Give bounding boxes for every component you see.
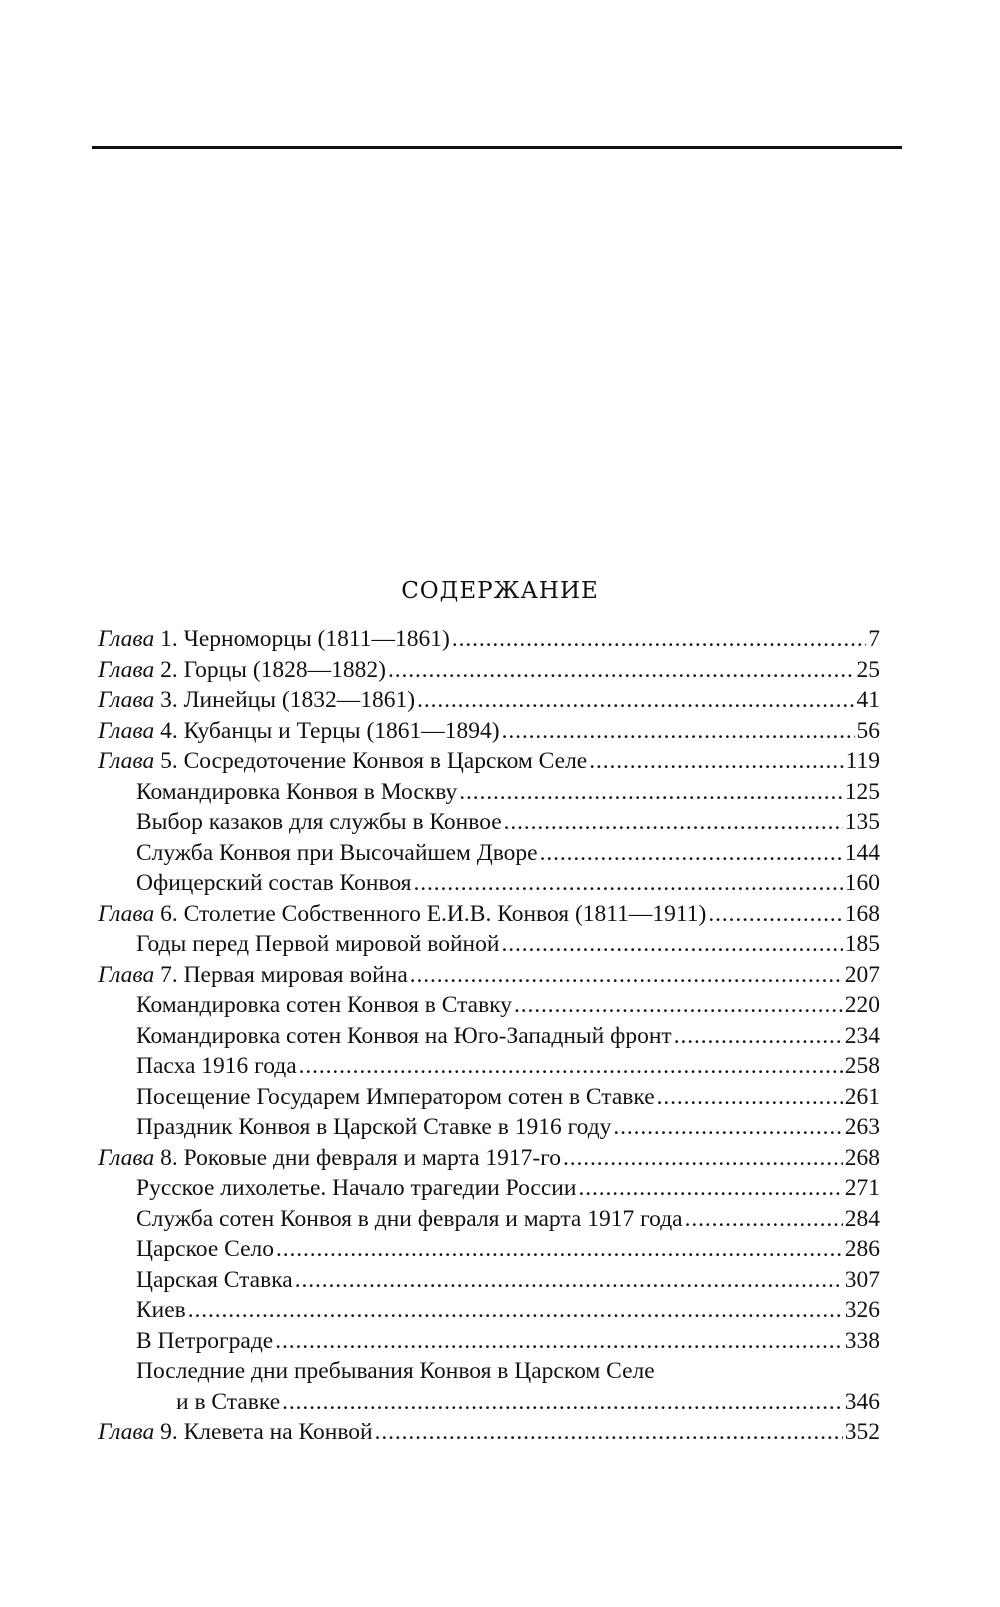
toc-entry-label <box>98 746 587 777</box>
page-number: 125 <box>844 778 880 805</box>
page-number: 135 <box>844 809 880 835</box>
entry-title: Кубанцы и Терцы (1861—1894) <box>183 717 500 744</box>
dot-leader <box>563 1143 843 1174</box>
toc-entry-label <box>136 1173 576 1204</box>
chapter-word: Глава <box>98 687 155 713</box>
table-of-contents <box>98 624 880 1448</box>
page-number: 338 <box>844 1327 880 1354</box>
dot-leader <box>540 838 843 869</box>
entry-title: Столетие Собственного Е.И.В. Конвоя (1811—1911) <box>183 900 707 927</box>
page-number: 185 <box>844 931 880 957</box>
chapter-word: Глава <box>98 1419 155 1445</box>
chapter-number: 8. <box>160 1144 178 1171</box>
page-number: 207 <box>844 961 880 988</box>
page-number: 25 <box>856 656 880 683</box>
chapter-number: 6. <box>160 900 178 927</box>
page-title: СОДЕРЖАНИЕ <box>401 578 599 605</box>
toc-entry-label <box>136 1051 297 1082</box>
toc-entry-label <box>98 960 408 991</box>
toc-entry-label <box>136 1204 683 1235</box>
page-number: 41 <box>856 687 880 713</box>
entry-title: Сосредоточение Конвоя в Царском Селе <box>183 748 588 774</box>
dot-leader <box>504 807 843 838</box>
entry-title: Клевета на Конвой <box>183 1419 373 1445</box>
toc-section-entry <box>98 1021 880 1052</box>
chapter-word: Глава <box>98 656 155 683</box>
toc-entry-label <box>136 1326 273 1357</box>
page-number: 220 <box>844 992 880 1018</box>
chapter-number: 4. <box>160 717 178 744</box>
dot-leader <box>282 1387 843 1418</box>
toc-section-entry <box>98 1051 880 1082</box>
dot-leader <box>502 716 855 747</box>
dot-leader <box>275 1326 843 1357</box>
entry-title: Командировка сотен Конвоя на Юго-Западный фронт <box>136 1022 672 1049</box>
chapter-number: 1. <box>160 626 178 652</box>
toc-section-entry <box>98 868 880 899</box>
dot-leader <box>417 685 854 716</box>
entry-title: Выбор казаков для службы в Конвое <box>136 809 502 835</box>
toc-chapter-entry <box>98 655 880 686</box>
toc-chapter-entry <box>98 685 880 716</box>
entry-title: Командировка сотен Конвоя в Ставку <box>136 992 513 1018</box>
toc-section-entry <box>98 777 880 808</box>
toc-section-entry <box>98 990 880 1021</box>
entry-title: Служба сотен Конвоя в дни февраля и марта 1917 года <box>136 1205 683 1232</box>
page-number: 160 <box>844 870 880 896</box>
toc-entry-label <box>98 655 386 686</box>
chapter-number: 5. <box>160 748 178 774</box>
toc-section-entry <box>98 1295 880 1326</box>
toc-section-entry <box>98 1112 880 1143</box>
entry-title: Праздник Конвоя в Царской Ставке в 1916 году <box>136 1114 612 1140</box>
toc-section-entry <box>98 1173 880 1204</box>
dot-leader <box>299 1051 843 1082</box>
page-number: 284 <box>844 1205 880 1232</box>
toc-section-entry <box>98 1204 880 1235</box>
chapter-number: 9. <box>160 1419 178 1445</box>
chapter-word: Глава <box>98 961 155 988</box>
toc-entry-label <box>136 1234 274 1265</box>
dot-leader <box>674 1021 843 1052</box>
entry-title: Роковые дни февраля и марта 1917-го <box>183 1144 562 1171</box>
toc-entry-label <box>98 685 415 716</box>
entry-title: Горцы (1828—1882) <box>183 656 386 683</box>
toc-entry-label <box>136 990 512 1021</box>
toc-section-entry <box>98 1387 880 1418</box>
toc-chapter-entry <box>98 1143 880 1174</box>
toc-section-entry <box>98 1356 880 1387</box>
entry-title: Годы перед Первой мировой войной <box>136 931 500 957</box>
toc-section-entry <box>98 838 880 869</box>
dot-leader <box>708 899 842 930</box>
page-number: 168 <box>844 900 880 927</box>
dot-leader <box>613 1112 842 1143</box>
page-number: 346 <box>844 1388 880 1415</box>
dot-leader <box>410 960 843 991</box>
dot-leader <box>276 1234 843 1265</box>
chapter-word: Глава <box>98 748 155 774</box>
page-number: 261 <box>844 1083 880 1110</box>
toc-entry-label <box>98 624 450 655</box>
dot-leader <box>459 777 842 808</box>
toc-chapter-entry <box>98 960 880 991</box>
toc-entry-label <box>136 929 499 960</box>
entry-title: Царское Село <box>136 1236 275 1262</box>
toc-entry-label <box>136 838 538 869</box>
page-number: 119 <box>845 748 880 774</box>
page-number: 286 <box>844 1236 880 1262</box>
toc-entry-label <box>98 1143 561 1174</box>
toc-entry-label <box>136 1265 293 1296</box>
dot-leader <box>452 624 866 655</box>
entry-title: Черноморцы (1811—1861) <box>183 626 450 652</box>
toc-section-entry <box>98 807 880 838</box>
entry-title: Русское лихолетье. Начало трагедии России <box>136 1175 577 1201</box>
chapter-word: Глава <box>98 1144 155 1171</box>
toc-entry-label <box>136 1082 655 1113</box>
toc-section-entry <box>98 929 880 960</box>
header-rule <box>92 146 902 149</box>
chapter-number: 7. <box>160 961 178 988</box>
page-number: 263 <box>844 1114 880 1140</box>
chapter-word: Глава <box>98 626 155 652</box>
page-number: 268 <box>844 1144 880 1171</box>
toc-chapter-entry <box>98 746 880 777</box>
chapter-word: Глава <box>98 717 155 744</box>
page-number: 234 <box>844 1022 880 1049</box>
entry-title: Пасха 1916 года <box>136 1053 297 1079</box>
entry-title: Линейцы (1832—1861) <box>183 687 416 713</box>
page-number: 271 <box>844 1175 880 1201</box>
page-number: 144 <box>844 839 880 866</box>
toc-section-entry <box>98 1234 880 1265</box>
dot-leader <box>501 929 842 960</box>
entry-title: Офицерский состав Конвоя <box>136 870 412 896</box>
entry-title: Киев <box>136 1297 186 1323</box>
entry-title: и в Ставке <box>176 1388 281 1415</box>
toc-section-entry <box>98 1326 880 1357</box>
toc-chapter-entry <box>98 1417 880 1448</box>
page-number: 7 <box>868 626 880 652</box>
entry-title: Первая мировая война <box>183 961 408 988</box>
chapter-word: Глава <box>98 900 155 927</box>
chapter-number: 2. <box>160 656 178 683</box>
dot-leader <box>685 1204 843 1235</box>
entry-title: Посещение Государем Императором сотен в Ставке <box>136 1083 655 1110</box>
toc-entry-label <box>136 807 502 838</box>
toc-chapter-entry <box>98 624 880 655</box>
page-number: 352 <box>844 1419 880 1445</box>
dot-leader <box>589 746 843 777</box>
toc-entry-label <box>98 899 706 930</box>
dot-leader <box>413 868 842 899</box>
entry-title: Служба Конвоя при Высочайшем Дворе <box>136 839 538 866</box>
page-number: 307 <box>844 1266 880 1293</box>
toc-entry-label <box>136 868 411 899</box>
dot-leader <box>657 1082 843 1113</box>
toc-entry-label <box>98 1417 373 1448</box>
toc-chapter-entry <box>98 899 880 930</box>
dot-leader <box>188 1295 843 1326</box>
page-number: 326 <box>844 1297 880 1323</box>
page-number: 56 <box>856 717 880 744</box>
dot-leader <box>375 1417 843 1448</box>
dot-leader <box>514 990 843 1021</box>
toc-chapter-entry <box>98 716 880 747</box>
entry-title: Последние дни пребывания Конвоя в Царском Селе <box>136 1358 655 1384</box>
toc-entry-label <box>136 777 457 808</box>
dot-leader <box>578 1173 842 1204</box>
toc-entry-label <box>136 1356 655 1387</box>
page-number: 258 <box>844 1053 880 1079</box>
toc-entry-label <box>136 1295 186 1326</box>
dot-leader <box>295 1265 843 1296</box>
toc-entry-label <box>176 1387 280 1418</box>
toc-entry-label <box>98 716 500 747</box>
entry-title: Царская Ставка <box>136 1266 293 1293</box>
toc-entry-label <box>136 1112 611 1143</box>
entry-title: В Петрограде <box>136 1327 274 1354</box>
dot-leader <box>388 655 855 686</box>
entry-title: Командировка Конвоя в Москву <box>136 778 458 805</box>
toc-section-entry <box>98 1082 880 1113</box>
toc-entry-label <box>136 1021 672 1052</box>
toc-section-entry <box>98 1265 880 1296</box>
chapter-number: 3. <box>160 687 178 713</box>
